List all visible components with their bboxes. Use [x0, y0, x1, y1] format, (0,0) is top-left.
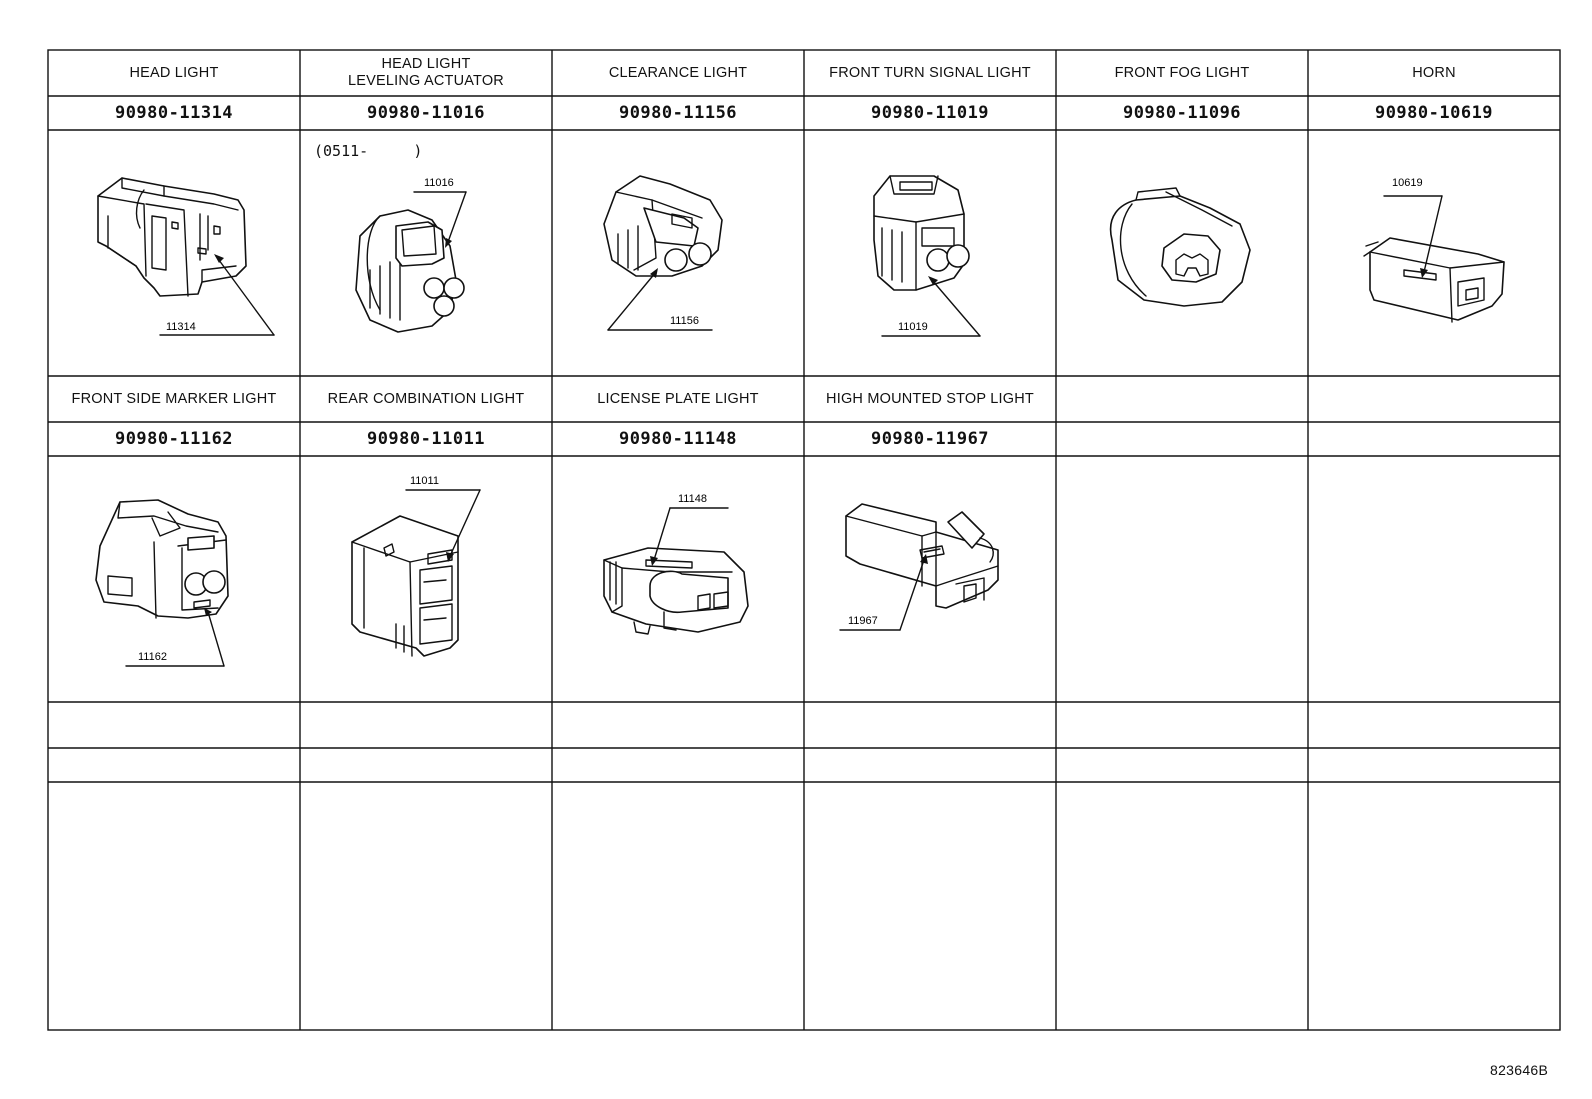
callout-11019: 11019 [898, 321, 928, 333]
part-number-front-side-marker-light: 90980-11162 [114, 429, 234, 449]
connector-name-horn: HORN [1412, 64, 1456, 81]
part-number-clearance-light: 90980-11156 [618, 103, 738, 123]
connector-name-rear-combination-light: REAR COMBINATION LIGHT [327, 390, 525, 407]
part-number-horn: 90980-10619 [1374, 103, 1494, 123]
connector-name-empty [1308, 376, 1560, 422]
part-number-front-fog-light: 90980-11096 [1122, 103, 1242, 123]
callout-11162: 11162 [138, 651, 167, 663]
part-number-empty [1056, 422, 1308, 456]
connector-drawing-11019 [804, 130, 1056, 376]
connector-name-head-light-leveling-actuator: HEAD LIGHT LEVELING ACTUATOR [348, 56, 504, 89]
part-number-head-light-leveling-actuator: 90980-11016 [366, 103, 486, 123]
connector-drawing-11016 [300, 130, 552, 376]
connector-drawing-front-fog [1056, 130, 1308, 376]
callout-11156: 11156 [670, 315, 699, 327]
part-number-empty [1308, 422, 1560, 456]
callout-11016: 11016 [424, 177, 454, 189]
date-range-note: (0511- ) [314, 142, 423, 160]
connector-name-head-light: HEAD LIGHT [129, 64, 219, 81]
connector-name-empty [1056, 376, 1308, 422]
part-number-license-plate-light: 90980-11148 [618, 429, 738, 449]
callout-10619: 10619 [1392, 177, 1423, 189]
connector-name-high-mounted-stop-light: HIGH MOUNTED STOP LIGHT [826, 390, 1034, 407]
connector-name-clearance-light: CLEARANCE LIGHT [608, 64, 748, 81]
connector-drawing-10619 [1308, 130, 1560, 376]
part-number-front-turn-signal-light: 90980-11019 [870, 103, 990, 123]
connector-drawing-11967 [804, 456, 1056, 702]
callout-11148: 11148 [678, 493, 707, 505]
figure-code: 823646B [1490, 1062, 1549, 1078]
callout-11011: 11011 [410, 475, 439, 487]
callout-11967: 11967 [848, 615, 878, 627]
connector-name-license-plate-light: LICENSE PLATE LIGHT [597, 390, 759, 407]
connector-name-front-turn-signal-light: FRONT TURN SIGNAL LIGHT [829, 64, 1031, 81]
connector-drawing-11148 [552, 456, 804, 702]
connector-drawing-11314 [48, 130, 300, 376]
connector-drawing-11011 [300, 456, 552, 702]
connector-drawing-11156 [552, 130, 804, 376]
part-number-rear-combination-light: 90980-11011 [366, 429, 486, 449]
part-number-head-light: 90980-11314 [114, 103, 234, 123]
connector-drawing-11162 [48, 456, 300, 702]
callout-11314: 11314 [166, 321, 196, 333]
connector-name-front-side-marker-light: FRONT SIDE MARKER LIGHT [71, 390, 277, 407]
connector-name-front-fog-light: FRONT FOG LIGHT [1114, 64, 1250, 81]
part-number-high-mounted-stop-light: 90980-11967 [870, 429, 990, 449]
